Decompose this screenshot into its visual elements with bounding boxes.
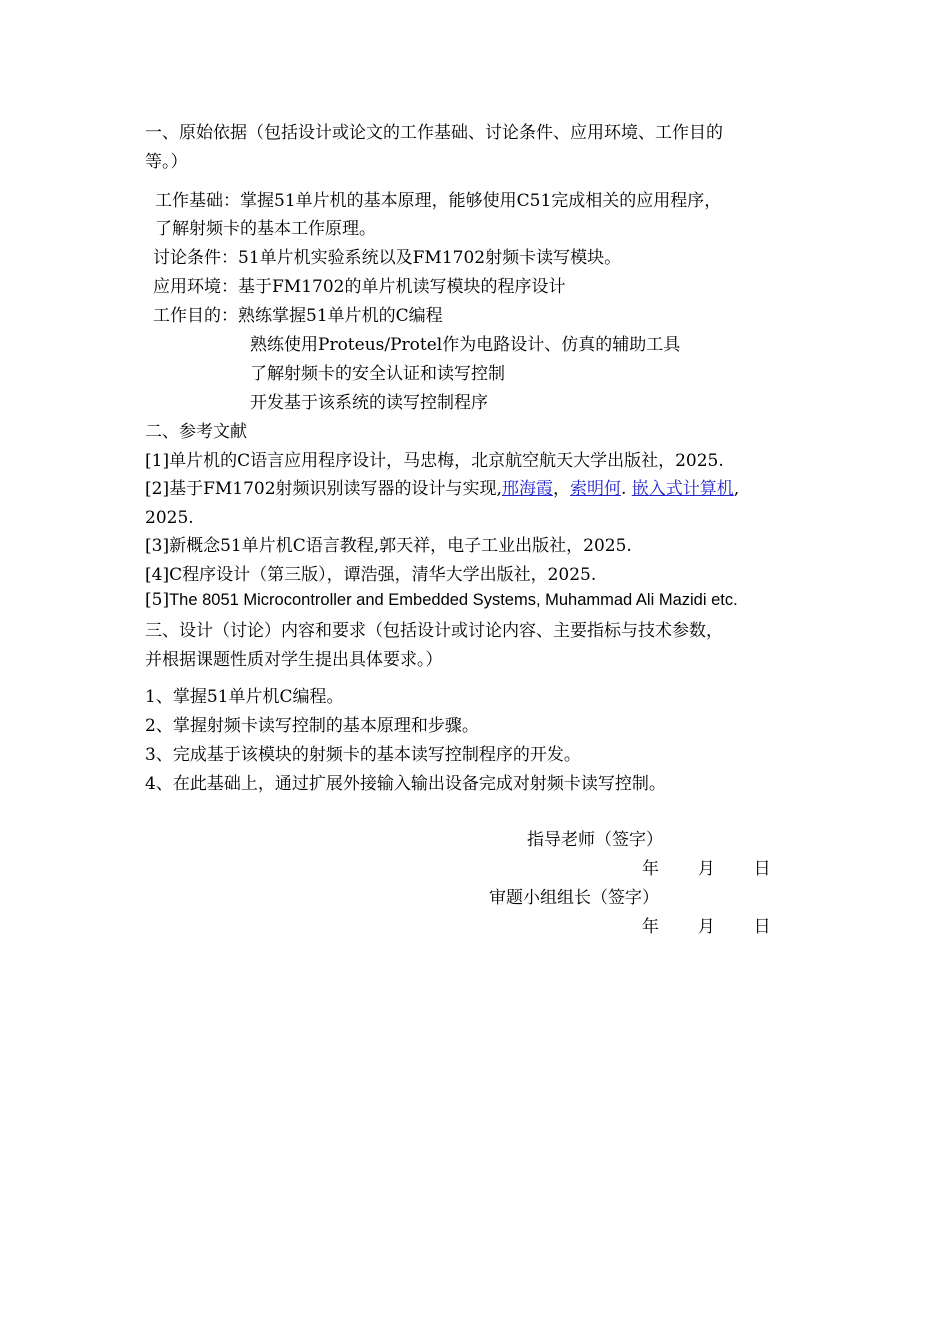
work-basis-cont: 了解射频卡的基本工作原理。 [155,219,376,239]
advisor-date [642,858,771,880]
application-environment: 应用环境：基于FM1702的单片机读写模块的程序设计 [153,277,566,297]
reference-index: [5] [145,590,170,610]
section1-heading-cont: 等。） [145,152,188,172]
journal-link[interactable]: 嵌入式计算机 [631,479,734,499]
references-heading: 二、参考文献 [145,422,247,442]
author-link[interactable]: 索明何 [569,479,621,499]
requirement-item: 1、掌握51单片机C编程。 [145,687,344,707]
work-goal-item: 了解射频卡的安全认证和读写控制 [250,364,505,384]
separator: ， [552,479,570,499]
requirement-item: 3、完成基于该模块的射频卡的基本读写控制程序的开发。 [145,745,581,765]
reference-item: [4]C程序设计（第三版），谭浩强，清华大学出版社，2025. [145,565,597,585]
work-basis: 工作基础：掌握51单片机的基本原理，能够使用C51完成相关的应用程序， [155,191,722,211]
advisor-signature-label: 指导老师（签字） [527,830,663,850]
section3-heading-cont: 并根据课题性质对学生提出具体要求。） [145,650,443,670]
month-label: 月 [697,859,715,879]
work-goal-item: 熟练使用Proteus/Protel作为电路设计、仿真的辅助工具 [250,335,681,355]
section3-heading: 三、设计（讨论）内容和要求（包括设计或讨论内容、主要指标与技术参数， [145,621,723,641]
reference-text: The 8051 Microcontroller and Embedded Systems, Muhammad Ali Mazidi etc. [169,591,738,609]
separator: , [733,479,740,499]
day-label: 日 [753,917,771,937]
reviewer-date [642,916,771,938]
month-label: 月 [697,917,715,937]
reference-item: [1]单片机的C语言应用程序设计，马忠梅，北京航空航天大学出版社，2025. [145,451,724,471]
requirement-item: 4、在此基础上，通过扩展外接输入输出设备完成对射频卡读写控制。 [145,774,666,794]
reference-year: 2025. [145,508,194,528]
reference-item: [3]新概念51单片机C语言教程,郭天祥，电子工业出版社，2025. [145,536,632,556]
discussion-conditions: 讨论条件：51单片机实验系统以及FM1702射频卡读写模块。 [153,248,622,268]
day-label: 日 [753,859,771,879]
reference-text: [2]基于FM1702射频识别读写器的设计与实现, [145,479,502,499]
author-link[interactable]: 邢海霞 [501,479,553,499]
year-label: 年 [642,859,659,879]
reference-item [145,478,739,502]
separator: . [620,479,632,499]
work-goal-item: 开发基于该系统的读写控制程序 [250,393,488,413]
year-label: 年 [642,917,659,937]
section1-heading: 一、原始依据（包括设计或论文的工作基础、讨论条件、应用环境、工作目的 [145,123,723,143]
work-goal: 工作目的：熟练掌握51单片机的C编程 [153,306,443,326]
requirement-item: 2、掌握射频卡读写控制的基本原理和步骤。 [145,716,479,736]
reviewer-signature-label: 审题小组组长（签字） [489,888,659,908]
reference-item [145,589,738,613]
